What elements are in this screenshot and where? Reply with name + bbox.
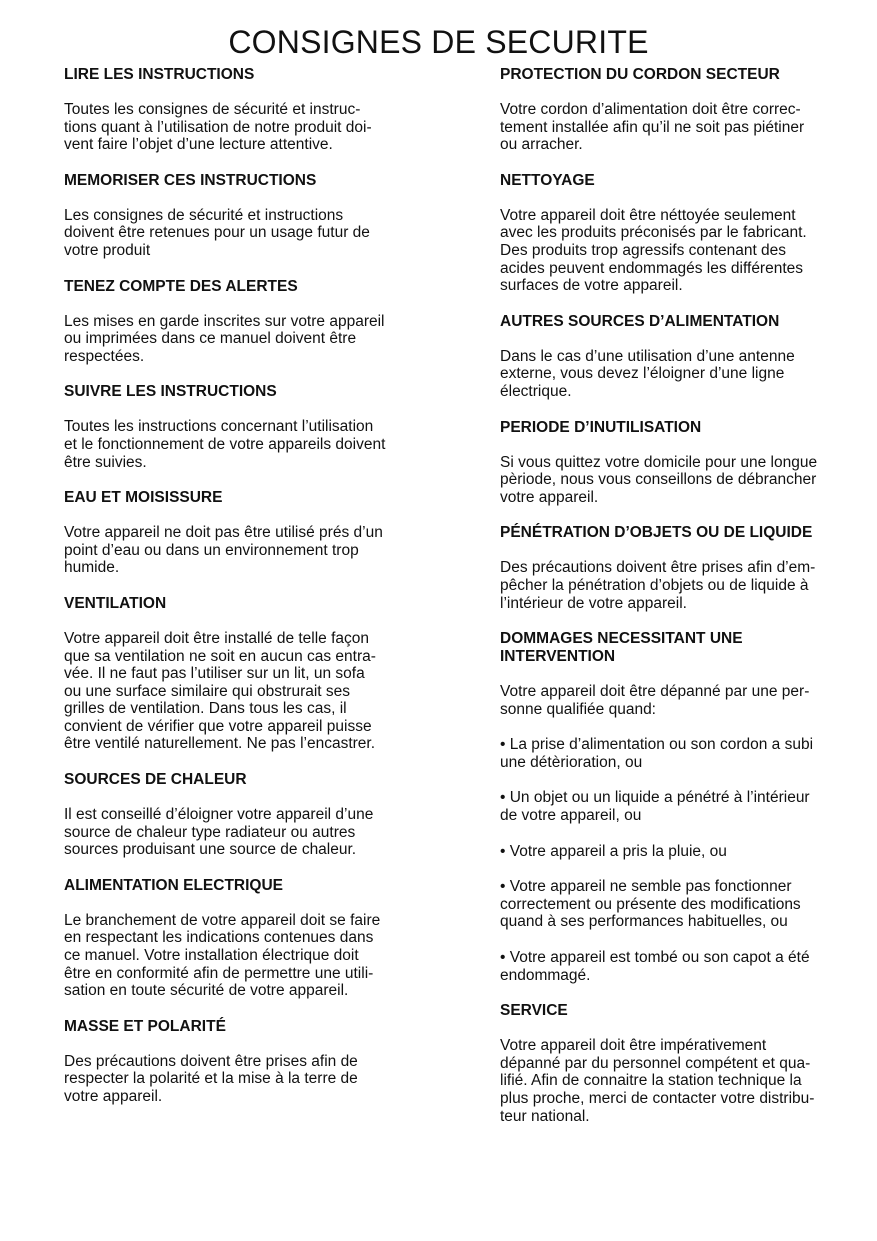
section-heading: TENEZ COMPTE DES ALERTES [64, 277, 298, 295]
section-protection-du-cordon-secteur [500, 66, 852, 154]
section-lire-les-instructions [64, 66, 424, 154]
page-title: CONSIGNES DE SECURITE [228, 24, 649, 60]
section-heading: EAU ET MOISISSURE [64, 489, 223, 507]
section-heading: LIRE LES INSTRUCTIONS [64, 66, 255, 83]
section-heading: SERVICE [500, 1002, 568, 1020]
section-masse-et-polarite [64, 1018, 424, 1106]
section-paragraph: Le branchement de votre appareil doit se faire en respectant les indications contenues dans ce manuel. Votre installation électrique doit être en conformité afin de permettre une utili- sation en toute sécurité de votre appareil. [64, 911, 381, 1000]
section-heading: SUIVRE LES INSTRUCTIONS [64, 383, 277, 401]
section-paragraph: Votre appareil doit être néttoyée seulement avec les produits préconisés par le fabricant. Des produits trop agressifs contenant des acides peuvent endommagés les différentes surfaces de votre appareil. [500, 206, 807, 295]
section-alimentation-electrique [64, 877, 424, 1000]
section-heading: MEMORISER CES INSTRUCTIONS [64, 171, 317, 189]
section-paragraph: Votre cordon d’alimentation doit être correc- tement installée afin qu’il ne soit pas piétiner ou arracher. [500, 101, 805, 154]
section-eau-et-moisissure [64, 489, 424, 577]
section-heading: NETTOYAGE [500, 171, 595, 189]
section-paragraph: • Votre appareil est tombé ou son capot a été endommagé. [500, 949, 810, 984]
section-paragraph: Votre appareil doit être installé de telle façon que sa ventilation ne soit en aucun cas entra- vée. Il ne faut pas l’utiliser sur un lit, un sofa ou une surface similaire qui obstrurait ses grilles de ventilation. Dans tous les cas, il convient de vérifier que votre appareil puisse être ventilé naturellement. Ne pas l’encastrer. [64, 629, 376, 753]
section-paragraph: • La prise d’alimentation ou son cordon a subi une détèrioration, ou [500, 736, 814, 771]
section-heading: PÉNÉTRATION D’OBJETS OU DE LIQUIDE [500, 524, 813, 542]
section-penetration-d-objets-ou-de-liquide [500, 524, 852, 612]
left-column [64, 66, 424, 1124]
section-periode-d-inutilisation [500, 419, 852, 507]
section-paragraph: Il est conseillé d’éloigner votre appareil d’une source de chaleur type radiateur ou autres sources produisant une source de chaleur. [64, 806, 374, 859]
section-service [500, 1002, 852, 1125]
section-paragraph: Votre appareil doit être dépanné par une per- sonne qualifiée quand: [500, 683, 810, 718]
section-heading: PROTECTION DU CORDON SECTEUR [500, 66, 780, 83]
section-paragraph: Les mises en garde inscrites sur votre appareil ou imprimées dans ce manuel doivent être respectées. [64, 312, 385, 365]
section-ventilation [64, 595, 424, 753]
section-paragraph: • Votre appareil ne semble pas fonctionner correctement ou présente des modifications quand à ses performances habituelles, ou [500, 878, 801, 931]
section-paragraph: • Un objet ou un liquide a pénétré à l’intérieur de votre appareil, ou [500, 789, 810, 825]
section-heading: PERIODE D’INUTILISATION [500, 418, 702, 436]
section-heading: ALIMENTATION ELECTRIQUE [64, 876, 283, 894]
right-column [500, 66, 852, 1143]
section-suivre-les-instructions [64, 383, 424, 471]
section-paragraph: Toutes les consignes de sécurité et instruc- tions quant à l’utilisation de notre produit doi- vent faire l’objet d’une lecture attentive. [64, 101, 372, 154]
section-heading: AUTRES SOURCES D’ALIMENTATION [500, 312, 780, 330]
section-nettoyage [500, 172, 852, 295]
section-paragraph: Les consignes de sécurité et instructions doivent être retenues pour un usage futur de votre produit [64, 206, 370, 259]
section-paragraph: Des précautions doivent être prises afin de respecter la polarité et la mise à la terre de votre appareil. [64, 1052, 358, 1105]
section-paragraph: Toutes les instructions concernant l’utilisation et le fonctionnement de votre appareils doivent être suivies. [64, 418, 386, 471]
section-paragraph: • Votre appareil a pris la pluie, ou [500, 842, 727, 860]
section-paragraph: Des précautions doivent être prises afin d’em- pêcher la pénétration d’objets ou de liquide à l’intérieur de votre appareil. [500, 559, 816, 612]
section-dommages-necessitant-une-intervention [500, 630, 852, 984]
section-heading: MASSE ET POLARITÉ [64, 1017, 226, 1035]
section-heading: VENTILATION [64, 594, 167, 612]
section-autres-sources-d-alimentation [500, 313, 852, 401]
section-heading: SOURCES DE CHALEUR [64, 771, 247, 789]
section-heading: DOMMAGES NECESSITANT UNE INTERVENTION [500, 630, 743, 666]
section-tenez-compte-des-alertes [64, 278, 424, 366]
section-paragraph: Votre appareil ne doit pas être utilisé prés d’un point d’eau ou dans un environnement trop humide. [64, 524, 383, 577]
section-memoriser-ces-instructions [64, 172, 424, 260]
section-paragraph: Dans le cas d’une utilisation d’une antenne externe, vous devez l’éloigner d’une ligne électrique. [500, 347, 795, 400]
section-paragraph: Si vous quittez votre domicile pour une longue pèriode, nous vous conseillons de débrancher votre appareil. [500, 453, 818, 506]
section-sources-de-chaleur [64, 771, 424, 859]
section-paragraph: Votre appareil doit être impérativement dépanné par du personnel compétent et qua- lifié. Afin de connaitre la station technique la plus proche, merci de contacter votre distribu- teur national. [500, 1037, 815, 1125]
